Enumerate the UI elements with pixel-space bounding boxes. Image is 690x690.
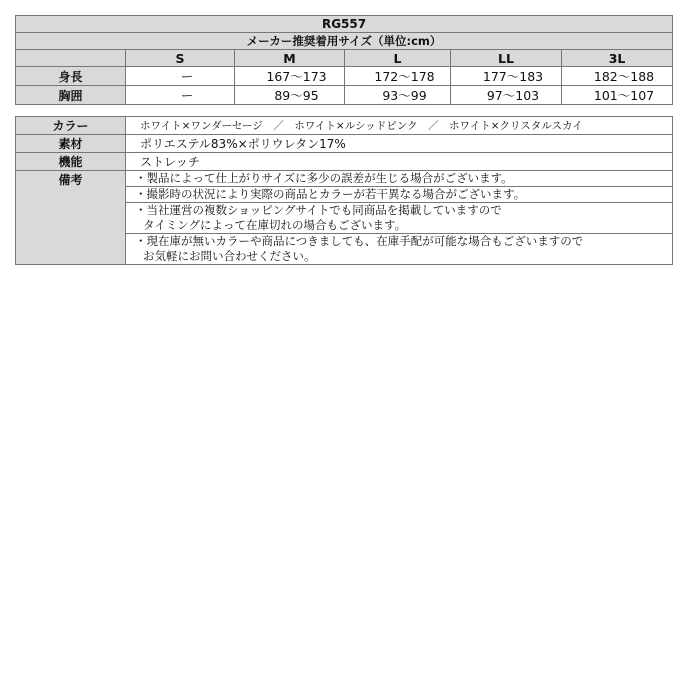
size-header-s: S xyxy=(126,50,235,67)
note-line: ・当社運営の複数ショッピングサイトでも同商品を掲載していますので xyxy=(135,203,502,217)
material-value: ポリエステル83%×ポリウレタン17% xyxy=(126,135,673,153)
function-label: 機能 xyxy=(16,153,126,171)
size-chart-table xyxy=(15,15,673,105)
size-chart-subtitle: メーカー推奨着用サイズ（単位:cm） xyxy=(16,33,673,50)
note-item xyxy=(126,203,673,234)
note-line-continued: タイミングによって在庫切れの場合もございます。 xyxy=(143,218,407,232)
size-header-ll: LL xyxy=(451,50,562,67)
height-3l: 182〜188 xyxy=(562,67,673,86)
height-label: 身長 xyxy=(16,67,126,86)
height-m: 167〜173 xyxy=(235,67,345,86)
size-header-3l: 3L xyxy=(562,50,673,67)
chest-3l: 101〜107 xyxy=(562,86,673,105)
color-value: ホワイト×ワンダーセージ ／ ホワイト×ルシッドピンク ／ ホワイト×クリスタルスカイ xyxy=(126,117,673,135)
height-s: ー xyxy=(126,67,235,86)
chest-l: 93〜99 xyxy=(345,86,451,105)
note-item xyxy=(126,171,673,187)
material-label: 素材 xyxy=(16,135,126,153)
function-value: ストレッチ xyxy=(126,153,673,171)
color-label: カラー xyxy=(16,117,126,135)
model-number: RG557 xyxy=(16,16,673,33)
note-line-continued: お気軽にお問い合わせください。 xyxy=(143,249,316,263)
note-item xyxy=(126,187,673,203)
note-line: ・製品によって仕上がりサイズに多少の誤差が生じる場合がございます。 xyxy=(135,171,513,185)
chest-ll: 97〜103 xyxy=(451,86,562,105)
size-header-blank xyxy=(16,50,126,67)
note-line: ・現在庫が無いカラーや商品につきましても、在庫手配が可能な場合もございますので xyxy=(135,234,584,248)
note-line: ・撮影時の状況により実際の商品とカラーが若干異なる場合がございます。 xyxy=(135,187,526,201)
note-item xyxy=(126,234,673,265)
product-info-table xyxy=(15,116,673,265)
height-l: 172〜178 xyxy=(345,67,451,86)
chest-s: ー xyxy=(126,86,235,105)
chest-label: 胸囲 xyxy=(16,86,126,105)
height-ll: 177〜183 xyxy=(451,67,562,86)
size-header-m: M xyxy=(235,50,345,67)
chest-m: 89〜95 xyxy=(235,86,345,105)
notes-label: 備考 xyxy=(16,171,126,265)
size-header-l: L xyxy=(345,50,451,67)
